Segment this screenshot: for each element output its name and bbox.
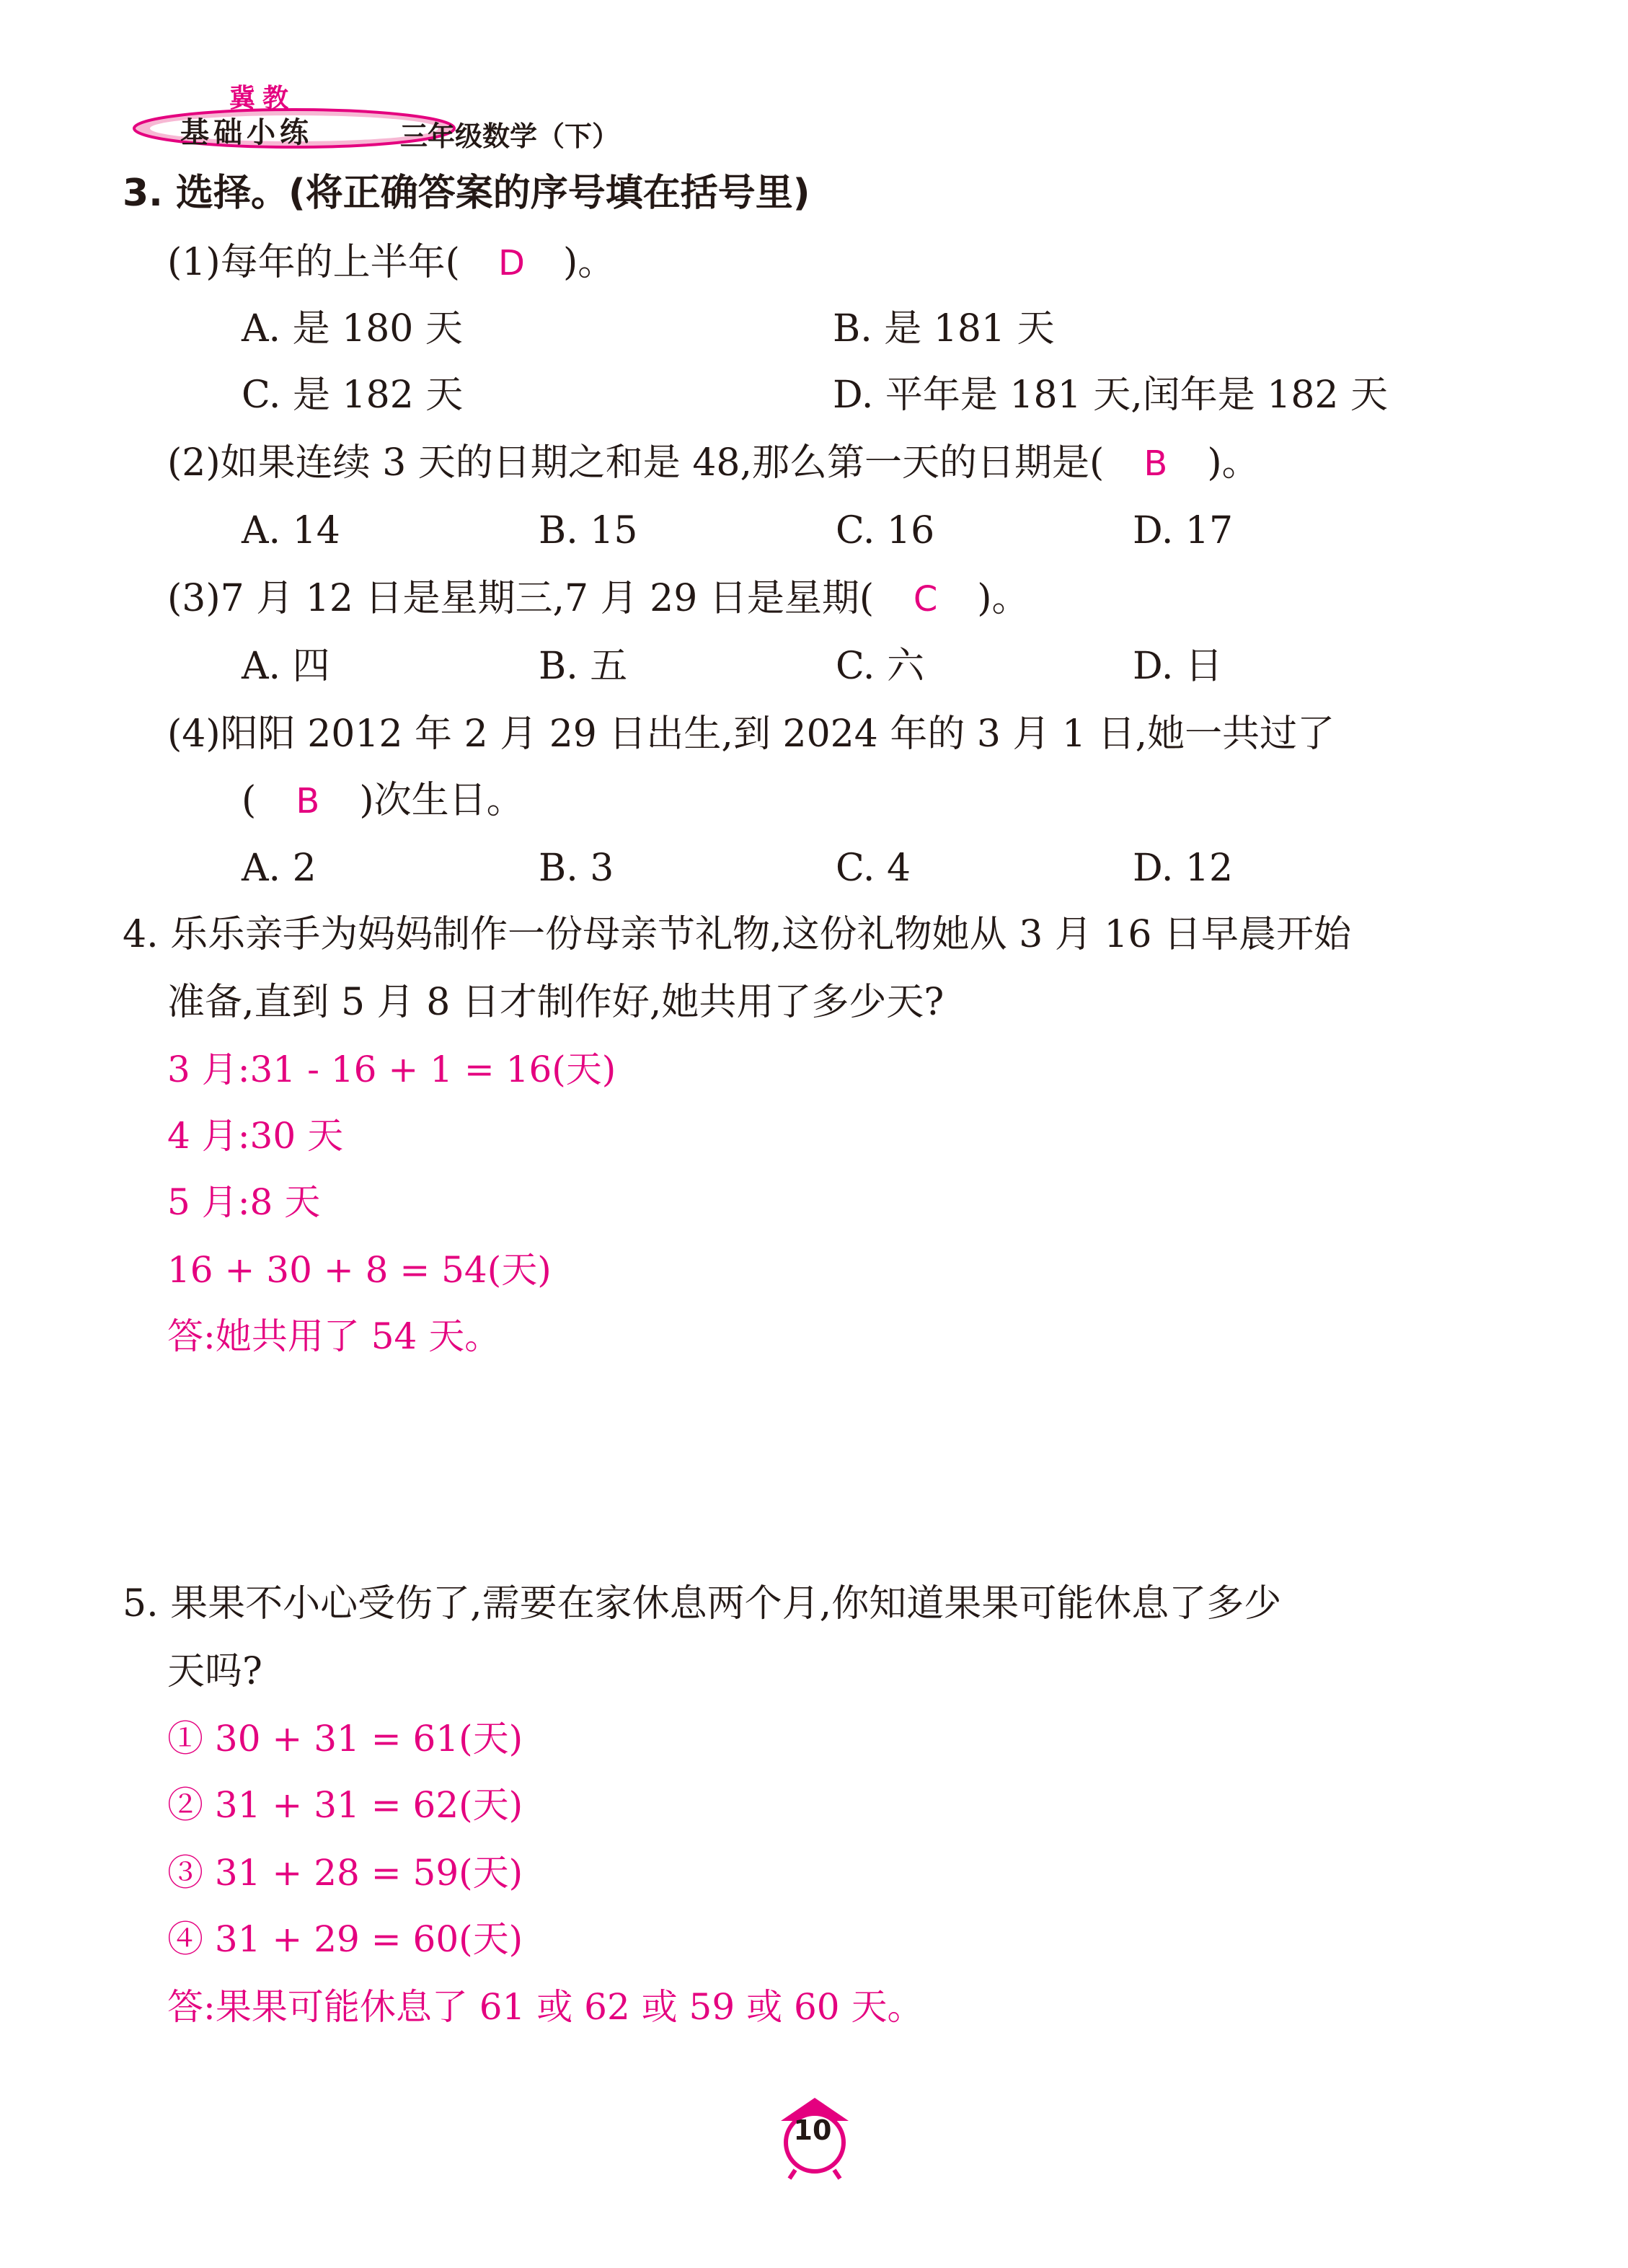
q4-answer: 答:她共用了 54 天。: [167, 1315, 501, 1357]
option-d: D. 17: [1133, 509, 1234, 552]
option-a: A. 2: [242, 847, 317, 890]
stem-text: (: [242, 779, 257, 822]
q5-work-line: ③ 31 + 28 = 59(天): [167, 1852, 523, 1894]
q5-stem-line1: 5. 果果不小心受伤了,需要在家休息两个月,你知道果果可能休息了多少: [123, 1582, 1282, 1625]
option-b: B. 五: [539, 645, 628, 688]
q4-work-line: 16 + 30 + 8 = 54(天): [167, 1249, 552, 1291]
q3-sub4-stem: (4)阳阳 2012 年 2 月 29 日出生,到 2024 年的 3 月 1 日,她一共过了: [167, 712, 1335, 756]
q4-work-line: 5 月:8 天: [167, 1181, 321, 1223]
answer-blank: C: [913, 579, 938, 619]
q5-answer: 答:果果可能休息了 61 或 62 或 59 或 60 天。: [167, 1986, 924, 2028]
option-b: B. 3: [539, 847, 614, 890]
q3-sub2-stem: [167, 441, 1260, 485]
option-c: C. 是 182 天: [242, 374, 464, 417]
option-d: D. 12: [1133, 847, 1234, 890]
series-title: 基础小练: [180, 116, 313, 149]
answer-blank: B: [1143, 444, 1168, 484]
q5-work-line: ① 30 + 31 = 61(天): [167, 1718, 523, 1760]
q3-title-text: 3. 选择。(将正确答案的序号填在括号里): [123, 172, 810, 215]
edition-label: 冀教: [229, 84, 296, 113]
stem-text: (3)7 月 12 日是星期三,7 月 29 日是星期(: [167, 577, 875, 620]
option-d: D. 日: [1133, 645, 1223, 688]
option-b: B. 15: [539, 509, 638, 552]
stem-text: (2)如果连续 3 天的日期之和是 48,那么第一天的日期是(: [167, 441, 1105, 485]
q4-stem-line2: 准备,直到 5 月 8 日才制作好,她共用了多少天?: [167, 981, 944, 1024]
page-number: 10: [793, 2114, 832, 2146]
option-d: D. 平年是 181 天,闰年是 182 天: [833, 374, 1389, 417]
stem-text: )次生日。: [359, 779, 524, 822]
option-a: A. 14: [242, 509, 340, 552]
stem-text: (1)每年的上半年(: [167, 241, 460, 284]
stem-text: )。: [1207, 441, 1260, 485]
option-c: C. 16: [836, 509, 935, 552]
q5-stem-line2: 天吗?: [167, 1650, 262, 1693]
option-a: A. 是 180 天: [242, 307, 463, 350]
q5-work-line: ④ 31 + 29 = 60(天): [167, 1918, 523, 1960]
q4-stem-line1: 4. 乐乐亲手为妈妈制作一份母亲节礼物,这份礼物她从 3 月 16 日早晨开始: [123, 913, 1352, 956]
option-b: B. 是 181 天: [833, 307, 1055, 350]
q4-work-line: 4 月:30 天: [167, 1115, 344, 1157]
q3-sub3-stem: [167, 577, 1030, 620]
subject-title: 三年级数学（下）: [400, 120, 620, 152]
option-c: C. 六: [836, 645, 924, 688]
q5-work-line: ② 31 + 31 = 62(天): [167, 1784, 523, 1826]
stem-text: )。: [977, 577, 1030, 620]
q3-sub1-stem: [167, 241, 616, 284]
stem-text: )。: [563, 241, 616, 284]
option-c: C. 4: [836, 847, 911, 890]
q3-title: [123, 172, 810, 215]
option-a: A. 四: [242, 645, 330, 688]
q4-work-line: 3 月:31 - 16 + 1 = 16(天): [167, 1049, 616, 1090]
answer-blank: B: [296, 781, 320, 821]
answer-blank: D: [498, 243, 525, 283]
q3-sub4-stem-cont: [242, 779, 524, 822]
